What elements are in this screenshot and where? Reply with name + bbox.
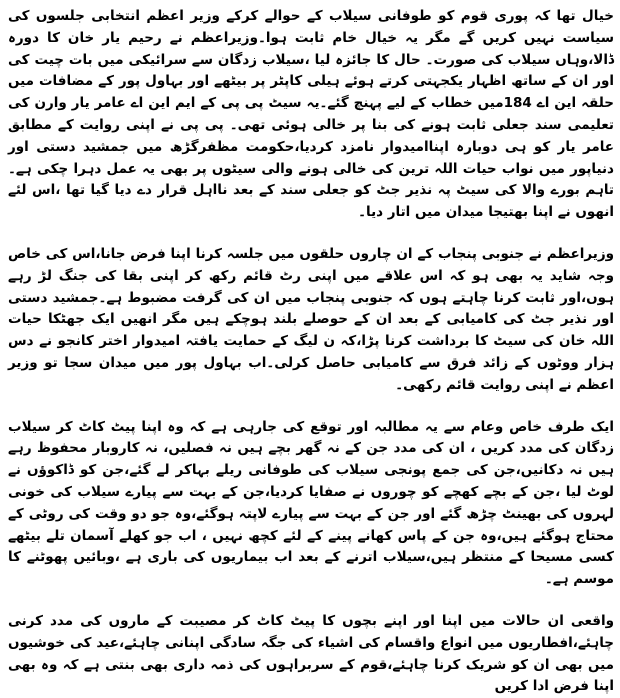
article-paragraph-1: خیال تھا کہ پوری قوم کو طوفانی سیلاب کے حوالے کرکے وزیر اعظم انتخابی جلسوں کی سیاست نہیں کریں گے مگر یہ خیال خام ثابت ہوا۔وزیراعظم نے رحیم یار خان کا دورہ ڈالا،وہاں سیلاب کی صورت۔ حال کا جائزہ لیا ،سیلاب زدگان سے سرائیکی میں بات چیت کی اور ان کے ساتھ اظہار یکجہتی کرتے ہوئے ہیلی کاپٹر پر بیٹھے اور بہاول پور کے مضافات میں حلقہ این اے 184میں خطاب کے لیے پہنچ گئے۔یہ سیٹ پی پی کے ایم این اے عامر یار وارن کی تعلیمی سند جعلی ثابت ہونے کی بنا پر خالی ہوئی تھی۔ پی پی نے اپنی روایت کے مطابق عامر یار کو ہی دوبارہ اپناامیدوار نامزد کردیا،حکومت مظفرگڑھ میں جمشید دستی اور دنیاپور میں نواب حیات اللہ ترین کی خالی ہونے والی سیٹوں پر بھی یہ عمل دہرا چکی ہے۔تاہم بورے والا کی سیٹ پہ نذیر جٹ کو جعلی سند کے بعد نااہل قرار دے دیا گیا تھا ،اس لئے انھوں نے اپنا بھتیجا میدان میں اتار دیا۔ (8, 8, 614, 221)
article-paragraph-4: واقعی ان حالات میں اپنا اور اپنے بچوں کا پیٹ کاٹ کر مصیبت کے ماروں کی مدد کرنی چاہئے،افطاریوں میں انواع واقسام کی اشیاء کی جگہ سادگی اپنانی چاہئے،عید کی خوشیوں میں بھی ان کو شریک کرنا چاہئے،قوم کے سربراہوں کی ذمہ داری بھی بنتی ہے کہ وہ بھی اپنا فرض ادا کریں (8, 612, 614, 695)
article-paragraph-2: وزیراعظم نے جنوبی پنجاب کے ان چاروں حلقوں میں جلسہ کرنا اپنا فرض جانا،اس کی خاص وجہ شاید یہ بھی ہو کہ اس علاقے میں اپنی رٹ قائم رکھ کر اپنی بقا کی جنگ لڑ رہے ہوں،اور ثابت کرنا چاہتے ہوں کہ جنوبی پنجاب میں ان کی گرفت مضبوط ہے۔جمشید دستی اور نذیر جٹ کی کامیابی کے بعد ان کے حوصلے بلند ہوچکے ہیں مگر انھیں ایک جھٹکا حیات اللہ خان کی سیٹ کا برداشت کرنا پڑا،کہ ن لیگ کے حمایت یافتہ امیدوار اختر کانجو نے دس ہزار ووٹوں کے زائد فرق سے کامیابی حاصل کرلی۔اب بہاول پور میں میدان سجا تو وزیر اعظم نے اپنی روایت قائم رکھی۔ (8, 245, 614, 393)
article-paragraph-3: ایک طرف خاص وعام سے یہ مطالبہ اور توقع کی جارہی ہے کہ وہ اپنا پیٹ کاٹ کر سیلاب زدگان کی مدد کریں ، ان کی مدد جن کے نہ گھر بچے ہیں نہ فصلیں، نہ کاروبار محفوظ رہے ہیں نہ دکانیں،جن کی جمع پونجی سیلاب کی طوفانی ریلے بہاکر لے گئے،جن کو ڈاکوؤں نے لوٹ لیا ،جن کے بچے کھچے کو چوروں نے صفایا کردیا،جن کے بہت سے پیارے سیلاب کی خونی لہروں کی بھینٹ چڑھ گئے اور جن کے بہت سے پیارے لاپتہ ہوگئے،وہ جو دو وقت کی روٹی کے محتاج ہوگئے ہیں،وہ جن کے پاس کھانے پینے کے لئے کچھ نہیں ، اب جو کھلے آسمان تلے بیٹھے کسی مسیحا کے منتظر ہیں،سیلاب اترنے کے بعد اب بیماریوں کی باری ہے ،وبائیں پھوٹنے کا موسم ہے۔ (8, 418, 614, 588)
